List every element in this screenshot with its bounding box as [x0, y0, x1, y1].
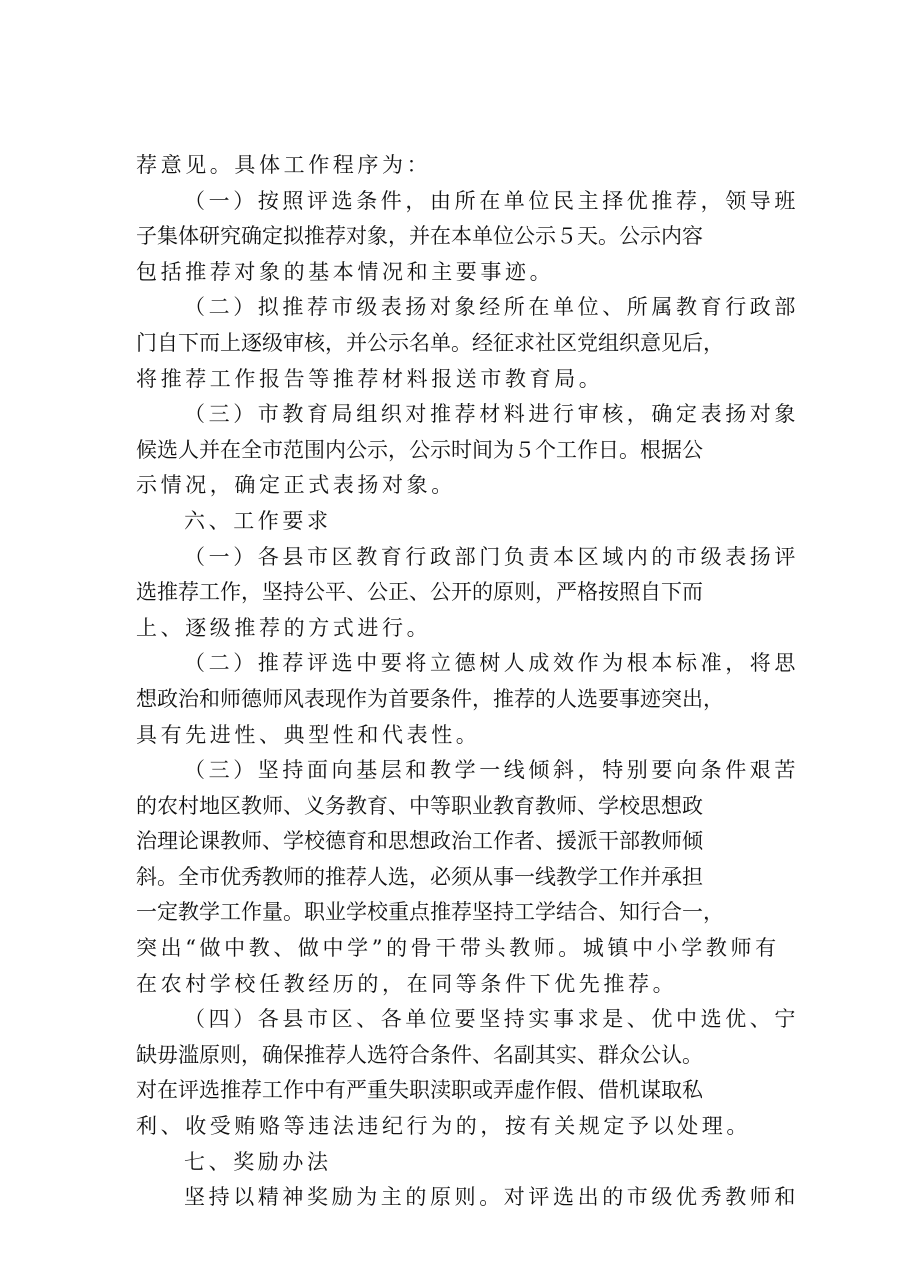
text-line: 包括推荐对象的基本情况和主要事迹。: [136, 259, 555, 284]
document-body: [136, 148, 800, 1216]
text-line: 六、工作要求: [184, 508, 332, 533]
text-line: 治理论课教师、学校德育和思想政治工作者、援派干部教师倾: [136, 829, 703, 854]
text-line: 子集体研究确定拟推荐对象，并在本单位公示５天。公示内容: [136, 224, 703, 249]
text-line: （二）拟推荐市级表扬对象经所在单位、所属教育行政部: [184, 295, 799, 320]
text-line: 选推荐工作，坚持公平、公正、公开的原则，严格按照自下而: [136, 580, 703, 605]
text-line: 在农村学校任教经历的，在同等条件下优先推荐。: [136, 971, 678, 996]
text-line: 候选人并在全市范围内公示，公示时间为５个工作日。根据公: [136, 437, 703, 462]
text-line: 利、收受贿赂等违法违纪行为的，按有关规定予以处理。: [136, 1114, 751, 1139]
text-line: （一）按照评选条件，由所在单位民主择优推荐，领导班: [184, 188, 799, 213]
text-line: 门自下而上逐级审核，并公示名单。经征求社区党组织意见后，: [136, 330, 724, 355]
text-line: 缺毋滥原则，确保推荐人选符合条件、名副其实、群众公认。: [136, 1042, 703, 1067]
text-line: 示情况，确定正式表扬对象。: [136, 473, 456, 498]
text-line: 斜。全市优秀教师的推荐人选，必须从事一线教学工作并承担: [136, 864, 703, 889]
text-line: （三）市教育局组织对推荐材料进行审核，确定表扬对象: [184, 402, 799, 427]
text-line: （二）推荐评选中要将立德树人成效作为根本标准，将思: [184, 651, 799, 676]
text-line: 想政治和师德师风表现作为首要条件，推荐的人选要事迹突出，: [136, 686, 724, 711]
text-line: 对在评选推荐工作中有严重失职渎职或弄虚作假、借机谋取私: [136, 1078, 703, 1103]
text-line: 将推荐工作报告等推荐材料报送市教育局。: [136, 366, 604, 391]
text-line: 荐意见。具体工作程序为：: [136, 153, 432, 177]
text-line: （四）各县市区、各单位要坚持实事求是、优中选优、宁: [184, 1007, 799, 1032]
text-line: 坚持以精神奖励为主的原则。对评选出的市级优秀教师和: [184, 1185, 799, 1210]
text-line: 的农村地区教师、义务教育、中等职业教育教师、学校思想政: [136, 793, 703, 818]
text-line: 七、奖励办法: [184, 1149, 332, 1174]
text-line: 一定教学工作量。职业学校重点推荐坚持工学结合、知行合一，: [136, 900, 724, 925]
text-line: （一）各县市区教育行政部门负责本区域内的市级表扬评: [184, 544, 799, 569]
text-line: 突出“做中教、做中学”的骨干带头教师。城镇中小学教师有: [136, 936, 780, 961]
text-line: 具有先进性、典型性和代表性。: [136, 722, 481, 747]
text-line: （三）坚持面向基层和教学一线倾斜，特别要向条件艰苦: [184, 758, 799, 783]
text-line: 上、逐级推荐的方式进行。: [136, 615, 432, 640]
